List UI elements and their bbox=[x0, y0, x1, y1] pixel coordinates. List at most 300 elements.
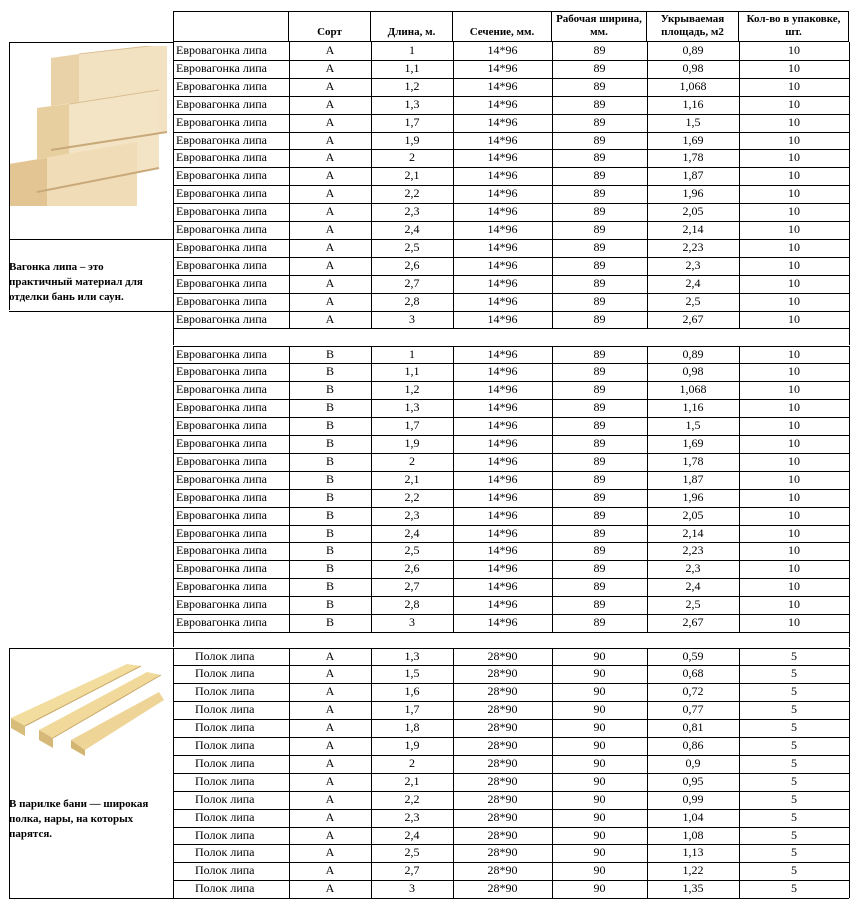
cell-pack-qty: 10 bbox=[788, 489, 800, 504]
cell-section: 28*90 bbox=[487, 773, 518, 788]
cell-coverage-area: 1,78 bbox=[682, 150, 704, 165]
cell-grade: A bbox=[325, 791, 335, 806]
cell-pack-qty: 5 bbox=[791, 791, 797, 806]
cell-pack-qty: 10 bbox=[788, 257, 800, 272]
cell-section: 14*96 bbox=[487, 293, 518, 308]
cell-grade: A bbox=[325, 773, 335, 788]
cell-pack-qty: 10 bbox=[788, 400, 800, 415]
cell-coverage-area: 1,16 bbox=[682, 400, 704, 415]
cell-working-width: 89 bbox=[593, 114, 606, 129]
cell-name: Полок липа bbox=[195, 702, 255, 717]
cell-length: 2,2 bbox=[404, 791, 420, 806]
cell-working-width: 89 bbox=[593, 222, 606, 236]
cell-section: 28*90 bbox=[487, 648, 518, 663]
cell-coverage-area: 2,67 bbox=[682, 615, 704, 629]
cell-grade: B bbox=[325, 382, 334, 397]
cell-grade: A bbox=[325, 43, 335, 57]
cell-section: 28*90 bbox=[487, 684, 518, 699]
cell-pack-qty: 10 bbox=[788, 150, 800, 165]
cell-grade: A bbox=[325, 204, 335, 219]
cell-length: 2 bbox=[409, 755, 415, 770]
cell-grade: A bbox=[325, 96, 335, 111]
cell-grade: B bbox=[325, 507, 334, 522]
grid-line bbox=[849, 42, 850, 328]
grid-line bbox=[647, 648, 648, 899]
cell-grade: B bbox=[325, 346, 334, 361]
header-length: Длина, м. bbox=[371, 11, 453, 42]
cell-name: Евровагонка липа bbox=[176, 382, 268, 397]
cell-name: Евровагонка липа bbox=[176, 275, 268, 290]
cell-pack-qty: 5 bbox=[791, 648, 797, 663]
cell-working-width: 89 bbox=[593, 543, 606, 558]
cell-section: 14*96 bbox=[487, 275, 518, 290]
cell-grade: A bbox=[325, 114, 335, 129]
cell-length: 2 bbox=[409, 150, 415, 165]
cell-working-width: 90 bbox=[593, 666, 606, 681]
cell-name: Евровагонка липа bbox=[176, 597, 268, 612]
cell-length: 1,6 bbox=[404, 684, 420, 699]
cell-length: 1,9 bbox=[404, 436, 420, 450]
cell-section: 14*96 bbox=[487, 543, 518, 558]
grid-line bbox=[289, 648, 290, 899]
cell-section: 14*96 bbox=[487, 60, 518, 75]
grid-line bbox=[371, 648, 372, 899]
cell-section: 14*96 bbox=[487, 489, 518, 504]
cell-section: 14*96 bbox=[487, 78, 518, 93]
cell-pack-qty: 10 bbox=[788, 43, 800, 57]
cell-length: 2,5 bbox=[404, 543, 420, 558]
grid-line bbox=[453, 42, 454, 328]
cell-working-width: 89 bbox=[593, 150, 606, 165]
cell-coverage-area: 1,16 bbox=[682, 96, 704, 111]
cell-working-width: 90 bbox=[593, 755, 606, 770]
cell-name: Евровагонка липа bbox=[176, 293, 268, 308]
cell-name: Евровагонка липа bbox=[176, 507, 268, 522]
cell-working-width: 89 bbox=[593, 525, 606, 540]
cell-working-width: 89 bbox=[593, 346, 606, 361]
cell-name: Евровагонка липа bbox=[176, 96, 268, 111]
cell-pack-qty: 10 bbox=[788, 507, 800, 522]
cell-length: 2,3 bbox=[404, 507, 420, 522]
grid-line bbox=[849, 648, 850, 899]
cell-working-width: 89 bbox=[593, 43, 606, 57]
cell-section: 14*96 bbox=[487, 400, 518, 415]
cell-pack-qty: 10 bbox=[788, 60, 800, 75]
cell-coverage-area: 1,96 bbox=[682, 186, 704, 201]
cell-length: 1,3 bbox=[404, 96, 420, 111]
cell-grade: A bbox=[325, 186, 335, 201]
cell-working-width: 89 bbox=[593, 615, 606, 629]
cell-pack-qty: 10 bbox=[788, 615, 800, 629]
cell-pack-qty: 5 bbox=[791, 881, 797, 896]
cell-grade: B bbox=[325, 615, 334, 629]
cell-coverage-area: 1,5 bbox=[685, 114, 701, 129]
cell-name: Евровагонка липа bbox=[176, 311, 268, 326]
cell-coverage-area: 2,05 bbox=[682, 204, 704, 219]
cell-coverage-area: 1,13 bbox=[682, 845, 704, 860]
cell-pack-qty: 10 bbox=[788, 311, 800, 326]
cell-grade: A bbox=[325, 755, 335, 770]
cell-section: 14*96 bbox=[487, 418, 518, 433]
cell-length: 1,9 bbox=[404, 132, 420, 147]
grid-line bbox=[9, 42, 173, 43]
cell-length: 2,4 bbox=[404, 222, 420, 236]
cell-grade: B bbox=[325, 436, 334, 450]
cell-coverage-area: 1,69 bbox=[682, 436, 704, 450]
grid-line bbox=[371, 42, 372, 328]
cell-length: 1,7 bbox=[404, 114, 420, 129]
cell-name: Евровагонка липа bbox=[176, 204, 268, 219]
header-name-blank bbox=[173, 11, 289, 42]
cell-length: 3 bbox=[409, 881, 415, 896]
cell-working-width: 90 bbox=[593, 809, 606, 824]
cell-grade: B bbox=[325, 364, 334, 379]
grid-line bbox=[9, 648, 173, 649]
cell-coverage-area: 1,78 bbox=[682, 453, 704, 468]
cell-grade: B bbox=[325, 400, 334, 415]
lining-caption: Вагонка липа – это практичный материал для отделки бань или саун. bbox=[9, 261, 143, 303]
cell-section: 28*90 bbox=[487, 845, 518, 860]
grid-line bbox=[173, 648, 174, 899]
cell-length: 2,3 bbox=[404, 204, 420, 219]
cell-section: 28*90 bbox=[487, 720, 518, 735]
cell-name: Евровагонка липа bbox=[176, 150, 268, 165]
cell-section: 14*96 bbox=[487, 597, 518, 612]
cell-grade: A bbox=[325, 702, 335, 717]
cell-length: 2,4 bbox=[404, 827, 420, 842]
wooden-shelf-boards-image bbox=[9, 658, 164, 758]
grid-line bbox=[453, 346, 454, 632]
cell-pack-qty: 10 bbox=[788, 239, 800, 254]
cell-pack-qty: 10 bbox=[788, 96, 800, 111]
cell-section: 14*96 bbox=[487, 96, 518, 111]
cell-length: 1,3 bbox=[404, 400, 420, 415]
cell-name: Полок липа bbox=[195, 738, 255, 752]
cell-pack-qty: 5 bbox=[791, 684, 797, 699]
cell-length: 2,6 bbox=[404, 257, 420, 272]
cell-section: 14*96 bbox=[487, 43, 518, 57]
cell-section: 14*96 bbox=[487, 453, 518, 468]
header-grade: Сорт bbox=[289, 11, 371, 42]
cell-coverage-area: 1,08 bbox=[682, 827, 704, 842]
cell-name: Евровагонка липа bbox=[176, 615, 268, 629]
cell-section: 28*90 bbox=[487, 827, 518, 842]
shelf-caption: В парилке бани — широкая полка, нары, на которых парятся. bbox=[9, 798, 149, 840]
cell-pack-qty: 10 bbox=[788, 114, 800, 129]
cell-name: Евровагонка липа bbox=[176, 239, 268, 254]
cell-coverage-area: 1,96 bbox=[682, 489, 704, 504]
cell-section: 14*96 bbox=[487, 257, 518, 272]
cell-coverage-area: 1,068 bbox=[679, 382, 707, 397]
cell-length: 2,5 bbox=[404, 239, 420, 254]
cell-pack-qty: 10 bbox=[788, 132, 800, 147]
cell-section: 14*96 bbox=[487, 507, 518, 522]
cell-section: 28*90 bbox=[487, 738, 518, 752]
cell-length: 2,2 bbox=[404, 186, 420, 201]
cell-pack-qty: 5 bbox=[791, 863, 797, 878]
cell-grade: A bbox=[325, 881, 335, 896]
cell-working-width: 89 bbox=[593, 186, 606, 201]
header-working-width: Рабочая ширина, мм. bbox=[552, 11, 647, 42]
cell-pack-qty: 10 bbox=[788, 525, 800, 540]
cell-length: 1,7 bbox=[404, 702, 420, 717]
cell-length: 1,1 bbox=[404, 60, 420, 75]
cell-working-width: 89 bbox=[593, 275, 606, 290]
cell-coverage-area: 0,81 bbox=[682, 720, 704, 735]
cell-pack-qty: 5 bbox=[791, 827, 797, 842]
cell-name: Полок липа bbox=[195, 720, 255, 735]
wooden-lining-boards-image bbox=[9, 46, 169, 206]
cell-pack-qty: 10 bbox=[788, 436, 800, 450]
grid-line bbox=[289, 346, 290, 632]
cell-length: 1,2 bbox=[404, 78, 420, 93]
cell-working-width: 89 bbox=[593, 311, 606, 326]
header-coverage-area: Укрываемая площадь, м2 bbox=[647, 11, 739, 42]
grid-line bbox=[552, 648, 553, 899]
cell-length: 1,2 bbox=[404, 382, 420, 397]
cell-pack-qty: 10 bbox=[788, 471, 800, 486]
cell-grade: A bbox=[325, 132, 335, 147]
cell-working-width: 89 bbox=[593, 418, 606, 433]
cell-pack-qty: 10 bbox=[788, 204, 800, 219]
cell-length: 2,7 bbox=[404, 579, 420, 594]
cell-grade: A bbox=[325, 78, 335, 93]
cell-section: 14*96 bbox=[487, 471, 518, 486]
cell-working-width: 89 bbox=[593, 364, 606, 379]
grid-line bbox=[9, 311, 173, 312]
cell-pack-qty: 10 bbox=[788, 222, 800, 236]
cell-grade: B bbox=[325, 579, 334, 594]
cell-name: Полок липа bbox=[195, 845, 255, 860]
cell-section: 28*90 bbox=[487, 809, 518, 824]
grid-line bbox=[9, 898, 173, 899]
cell-length: 2,3 bbox=[404, 809, 420, 824]
cell-working-width: 89 bbox=[593, 597, 606, 612]
cell-pack-qty: 5 bbox=[791, 845, 797, 860]
grid-line bbox=[173, 648, 849, 649]
cell-pack-qty: 5 bbox=[791, 666, 797, 681]
cell-working-width: 89 bbox=[593, 78, 606, 93]
cell-section: 14*96 bbox=[487, 436, 518, 450]
cell-length: 1,7 bbox=[404, 418, 420, 433]
grid-line bbox=[173, 632, 849, 633]
cell-pack-qty: 10 bbox=[788, 168, 800, 183]
cell-length: 1,9 bbox=[404, 738, 420, 752]
cell-pack-qty: 10 bbox=[788, 78, 800, 93]
cell-pack-qty: 10 bbox=[788, 382, 800, 397]
cell-working-width: 89 bbox=[593, 579, 606, 594]
cell-grade: B bbox=[325, 525, 334, 540]
cell-length: 1 bbox=[409, 346, 415, 361]
cell-working-width: 89 bbox=[593, 132, 606, 147]
cell-grade: A bbox=[325, 827, 335, 842]
cell-name: Евровагонка липа bbox=[176, 222, 268, 236]
cell-coverage-area: 0,89 bbox=[682, 43, 704, 57]
cell-coverage-area: 2,4 bbox=[685, 579, 701, 594]
grid-line bbox=[849, 346, 850, 632]
grid-line bbox=[173, 42, 174, 328]
cell-pack-qty: 10 bbox=[788, 346, 800, 361]
cell-coverage-area: 1,69 bbox=[682, 132, 704, 147]
cell-name: Полок липа bbox=[195, 773, 255, 788]
cell-pack-qty: 10 bbox=[788, 579, 800, 594]
cell-grade: A bbox=[325, 809, 335, 824]
cell-working-width: 89 bbox=[593, 436, 606, 450]
grid-line bbox=[552, 42, 553, 328]
grid-line bbox=[739, 648, 740, 899]
cell-working-width: 90 bbox=[593, 791, 606, 806]
cell-name: Евровагонка липа bbox=[176, 132, 268, 147]
cell-section: 14*96 bbox=[487, 579, 518, 594]
cell-working-width: 90 bbox=[593, 702, 606, 717]
cell-section: 14*96 bbox=[487, 364, 518, 379]
grid-line bbox=[453, 648, 454, 899]
cell-name: Полок липа bbox=[195, 809, 255, 824]
cell-grade: A bbox=[325, 720, 335, 735]
cell-name: Полок липа bbox=[195, 666, 255, 681]
grid-line bbox=[9, 42, 10, 239]
cell-name: Евровагонка липа bbox=[176, 78, 268, 93]
cell-section: 14*96 bbox=[487, 222, 518, 236]
cell-length: 3 bbox=[409, 311, 415, 326]
cell-length: 2 bbox=[409, 453, 415, 468]
cell-name: Полок липа bbox=[195, 684, 255, 699]
cell-coverage-area: 1,87 bbox=[682, 471, 704, 486]
cell-name: Евровагонка липа bbox=[176, 561, 268, 576]
cell-name: Полок липа bbox=[195, 791, 255, 806]
cell-coverage-area: 2,23 bbox=[682, 239, 704, 254]
cell-name: Евровагонка липа bbox=[176, 543, 268, 558]
cell-section: 14*96 bbox=[487, 311, 518, 326]
cell-grade: A bbox=[325, 684, 335, 699]
cell-name: Евровагонка липа bbox=[176, 436, 268, 450]
cell-grade: B bbox=[325, 543, 334, 558]
cell-name: Полок липа bbox=[195, 881, 255, 896]
cell-working-width: 89 bbox=[593, 471, 606, 486]
cell-coverage-area: 0,68 bbox=[682, 666, 704, 681]
cell-coverage-area: 0,72 bbox=[682, 684, 704, 699]
cell-length: 2,5 bbox=[404, 845, 420, 860]
cell-coverage-area: 0,9 bbox=[685, 755, 701, 770]
cell-working-width: 90 bbox=[593, 845, 606, 860]
cell-section: 14*96 bbox=[487, 168, 518, 183]
grid-line bbox=[9, 239, 10, 311]
cell-grade: B bbox=[325, 453, 334, 468]
cell-length: 1,1 bbox=[404, 364, 420, 379]
cell-length: 2,6 bbox=[404, 561, 420, 576]
cell-coverage-area: 0,59 bbox=[682, 648, 704, 663]
cell-pack-qty: 5 bbox=[791, 809, 797, 824]
grid-line bbox=[849, 630, 850, 647]
cell-name: Евровагонка липа bbox=[176, 186, 268, 201]
cell-working-width: 90 bbox=[593, 827, 606, 842]
cell-coverage-area: 1,22 bbox=[682, 863, 704, 878]
header-section: Сечение, мм. bbox=[453, 11, 552, 42]
cell-section: 14*96 bbox=[487, 561, 518, 576]
cell-name: Евровагонка липа bbox=[176, 364, 268, 379]
cell-working-width: 89 bbox=[593, 293, 606, 308]
grid-line bbox=[9, 648, 10, 899]
cell-section: 14*96 bbox=[487, 204, 518, 219]
cell-section: 14*96 bbox=[487, 382, 518, 397]
cell-pack-qty: 5 bbox=[791, 720, 797, 735]
cell-grade: A bbox=[325, 150, 335, 165]
cell-coverage-area: 2,14 bbox=[682, 222, 704, 236]
cell-working-width: 89 bbox=[593, 239, 606, 254]
cell-section: 28*90 bbox=[487, 702, 518, 717]
cell-section: 14*96 bbox=[487, 346, 518, 361]
cell-length: 2,4 bbox=[404, 525, 420, 540]
cell-grade: B bbox=[325, 418, 334, 433]
cell-name: Евровагонка липа bbox=[176, 471, 268, 486]
cell-section: 14*96 bbox=[487, 114, 518, 129]
cell-name: Евровагонка липа bbox=[176, 60, 268, 75]
cell-grade: B bbox=[325, 597, 334, 612]
grid-line bbox=[849, 328, 850, 345]
cell-length: 2,7 bbox=[404, 863, 420, 878]
cell-working-width: 90 bbox=[593, 720, 606, 735]
cell-name: Полок липа bbox=[195, 755, 255, 770]
cell-grade: A bbox=[325, 845, 335, 860]
cell-coverage-area: 2,4 bbox=[685, 275, 701, 290]
cell-name: Евровагонка липа bbox=[176, 257, 268, 272]
cell-section: 14*96 bbox=[487, 186, 518, 201]
cell-section: 14*96 bbox=[487, 132, 518, 147]
grid-line bbox=[9, 239, 173, 240]
cell-coverage-area: 2,5 bbox=[685, 597, 701, 612]
cell-length: 2,1 bbox=[404, 168, 420, 183]
cell-length: 2,1 bbox=[404, 773, 420, 788]
cell-coverage-area: 0,95 bbox=[682, 773, 704, 788]
cell-working-width: 89 bbox=[593, 204, 606, 219]
cell-length: 3 bbox=[409, 615, 415, 629]
cell-grade: B bbox=[325, 561, 334, 576]
cell-grade: A bbox=[325, 275, 335, 290]
grid-line bbox=[739, 42, 740, 328]
header-pack-qty: Кол-во в упаковке, шт. bbox=[739, 11, 849, 42]
cell-coverage-area: 0,98 bbox=[682, 60, 704, 75]
cell-pack-qty: 10 bbox=[788, 453, 800, 468]
cell-grade: A bbox=[325, 60, 335, 75]
cell-grade: A bbox=[325, 738, 335, 752]
cell-name: Евровагонка липа bbox=[176, 43, 268, 57]
cell-length: 2,8 bbox=[404, 597, 420, 612]
grid-line bbox=[647, 42, 648, 328]
cell-name: Евровагонка липа bbox=[176, 114, 268, 129]
cell-coverage-area: 2,05 bbox=[682, 507, 704, 522]
cell-grade: A bbox=[325, 311, 335, 326]
cell-grade: A bbox=[325, 222, 335, 236]
cell-coverage-area: 1,068 bbox=[679, 78, 707, 93]
grid-line bbox=[173, 630, 174, 647]
cell-pack-qty: 5 bbox=[791, 755, 797, 770]
cell-grade: B bbox=[325, 471, 334, 486]
cell-grade: A bbox=[325, 648, 335, 663]
cell-coverage-area: 1,35 bbox=[682, 881, 704, 896]
cell-pack-qty: 10 bbox=[788, 275, 800, 290]
cell-grade: A bbox=[325, 257, 335, 272]
cell-name: Полок липа bbox=[195, 827, 255, 842]
cell-name: Евровагонка липа bbox=[176, 400, 268, 415]
cell-working-width: 89 bbox=[593, 382, 606, 397]
cell-length: 1,5 bbox=[404, 666, 420, 681]
cell-name: Евровагонка липа bbox=[176, 346, 268, 361]
cell-coverage-area: 0,86 bbox=[682, 738, 704, 752]
cell-name: Полок липа bbox=[195, 648, 255, 663]
cell-coverage-area: 2,3 bbox=[685, 561, 701, 576]
cell-length: 2,2 bbox=[404, 489, 420, 504]
grid-line bbox=[371, 346, 372, 632]
